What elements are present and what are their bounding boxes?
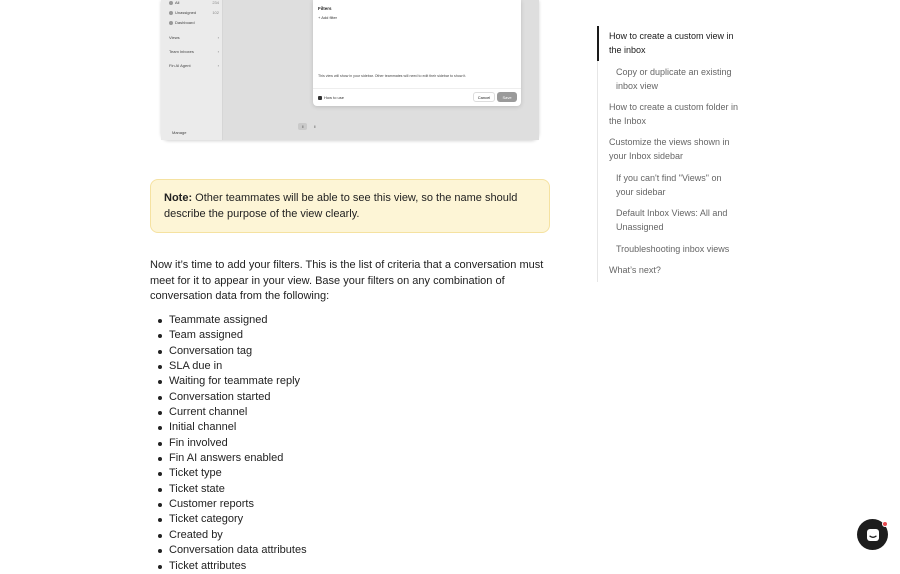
inbox-icon: [169, 1, 173, 5]
note-prefix: Note:: [164, 192, 193, 204]
note-text: Other teammates will be able to see this view, so the name should describe the purpose of the view clearly.: [164, 192, 518, 220]
list-item: Waiting for teammate reply: [158, 374, 307, 389]
chevron-right-icon: ›: [217, 35, 219, 40]
list-item: Teammate assigned: [158, 313, 307, 328]
toc-link-create-custom-folder[interactable]: How to create a custom folder in the Inbox: [609, 102, 739, 126]
list-item: Created by: [158, 528, 307, 543]
dashboard-icon: [169, 21, 173, 25]
filters-modal: [313, 0, 521, 106]
toc-link-whats-next[interactable]: What’s next?: [609, 265, 661, 275]
toc-link-copy-duplicate-view[interactable]: Copy or duplicate an existing inbox view: [616, 67, 732, 91]
modal-note: This view will show in your sidebar. Other teammates will need to edit their sidebar to show it.: [318, 74, 467, 78]
figure-manage-label: Manage: [172, 130, 187, 135]
figure-sidebar-item-all: [169, 0, 219, 5]
figure-sidebar-label: Fin AI Agent: [169, 63, 191, 68]
figure-sidebar-item-fin-ai-agent: [169, 63, 219, 68]
inbox-screenshot-figure: [161, 0, 539, 140]
figure-main-area: [223, 0, 539, 140]
figure-sidebar-label: Team Inboxes: [169, 49, 194, 54]
add-filter-link: + Add filter: [318, 15, 338, 20]
note-callout: [150, 179, 550, 233]
how-to-use-label: How to use: [324, 95, 345, 100]
figure-sidebar: [161, 0, 223, 140]
list-item: SLA due in: [158, 359, 307, 374]
inbox-icon: [169, 11, 173, 15]
figure-sidebar-count: 234: [212, 0, 219, 5]
figure-manage: [169, 130, 186, 135]
figure-sidebar-count: 102: [212, 10, 219, 15]
pause-icon: ॥: [298, 123, 307, 130]
list-item: Customer reports: [158, 497, 307, 512]
list-item: Fin AI answers enabled: [158, 451, 307, 466]
figure-cancel-button: Cancel: [473, 92, 495, 102]
figure-sidebar-item-dashboard: [169, 20, 219, 25]
modal-footer: [313, 88, 521, 106]
toc-link-default-inbox-views[interactable]: Default Inbox Views: All and Unassigned: [616, 208, 728, 232]
chat-icon: [866, 528, 880, 542]
list-item: Initial channel: [158, 420, 307, 435]
chevron-right-icon: ›: [217, 49, 219, 54]
chevron-right-icon: ›: [217, 63, 219, 68]
notification-badge: [882, 521, 888, 527]
figure-sidebar-item-unassigned: [169, 10, 219, 15]
toc-link-customize-views[interactable]: Customize the views shown in your Inbox sidebar: [609, 137, 730, 161]
figure-save-button: Save: [497, 92, 517, 102]
filters-title: Filters: [318, 6, 332, 11]
figure-pager: [298, 123, 319, 130]
book-icon: [318, 96, 322, 100]
table-of-contents: [597, 26, 747, 282]
list-item: Ticket attributes: [158, 559, 307, 574]
list-item: Conversation tag: [158, 344, 307, 359]
toc-active-indicator: [597, 26, 599, 61]
figure-sidebar-label: Dashboard: [175, 20, 195, 25]
list-item: Conversation started: [158, 390, 307, 405]
toc-link-troubleshooting[interactable]: Troubleshooting inbox views: [616, 244, 730, 254]
toc-link-cant-find-views[interactable]: If you can't find "Views" on your sidebar: [616, 173, 722, 197]
how-to-use-link: [318, 95, 344, 100]
filter-criteria-list: [158, 313, 307, 574]
pause-icon: ॥: [313, 123, 316, 129]
figure-sidebar-label: Unassigned: [175, 10, 197, 15]
figure-sidebar-item-views: [169, 35, 219, 40]
figure-sidebar-item-team-inboxes: [169, 49, 219, 54]
list-item: Team assigned: [158, 328, 307, 343]
list-item: Conversation data attributes: [158, 543, 307, 558]
figure-sidebar-label: Views: [169, 35, 180, 40]
list-item: Fin involved: [158, 436, 307, 451]
list-item: Ticket category: [158, 512, 307, 527]
figure-sidebar-label: All: [175, 0, 180, 5]
toc-link-create-custom-view[interactable]: How to create a custom view in the inbox: [609, 31, 734, 55]
list-item: Ticket state: [158, 482, 307, 497]
list-item: Current channel: [158, 405, 307, 420]
list-item: Ticket type: [158, 466, 307, 481]
filters-intro-paragraph: Now it’s time to add your filters. This is the list of criteria that a conversation must meet for it to appear in your view. Base your filters on any combination of conversation data from the following:: [150, 259, 544, 302]
